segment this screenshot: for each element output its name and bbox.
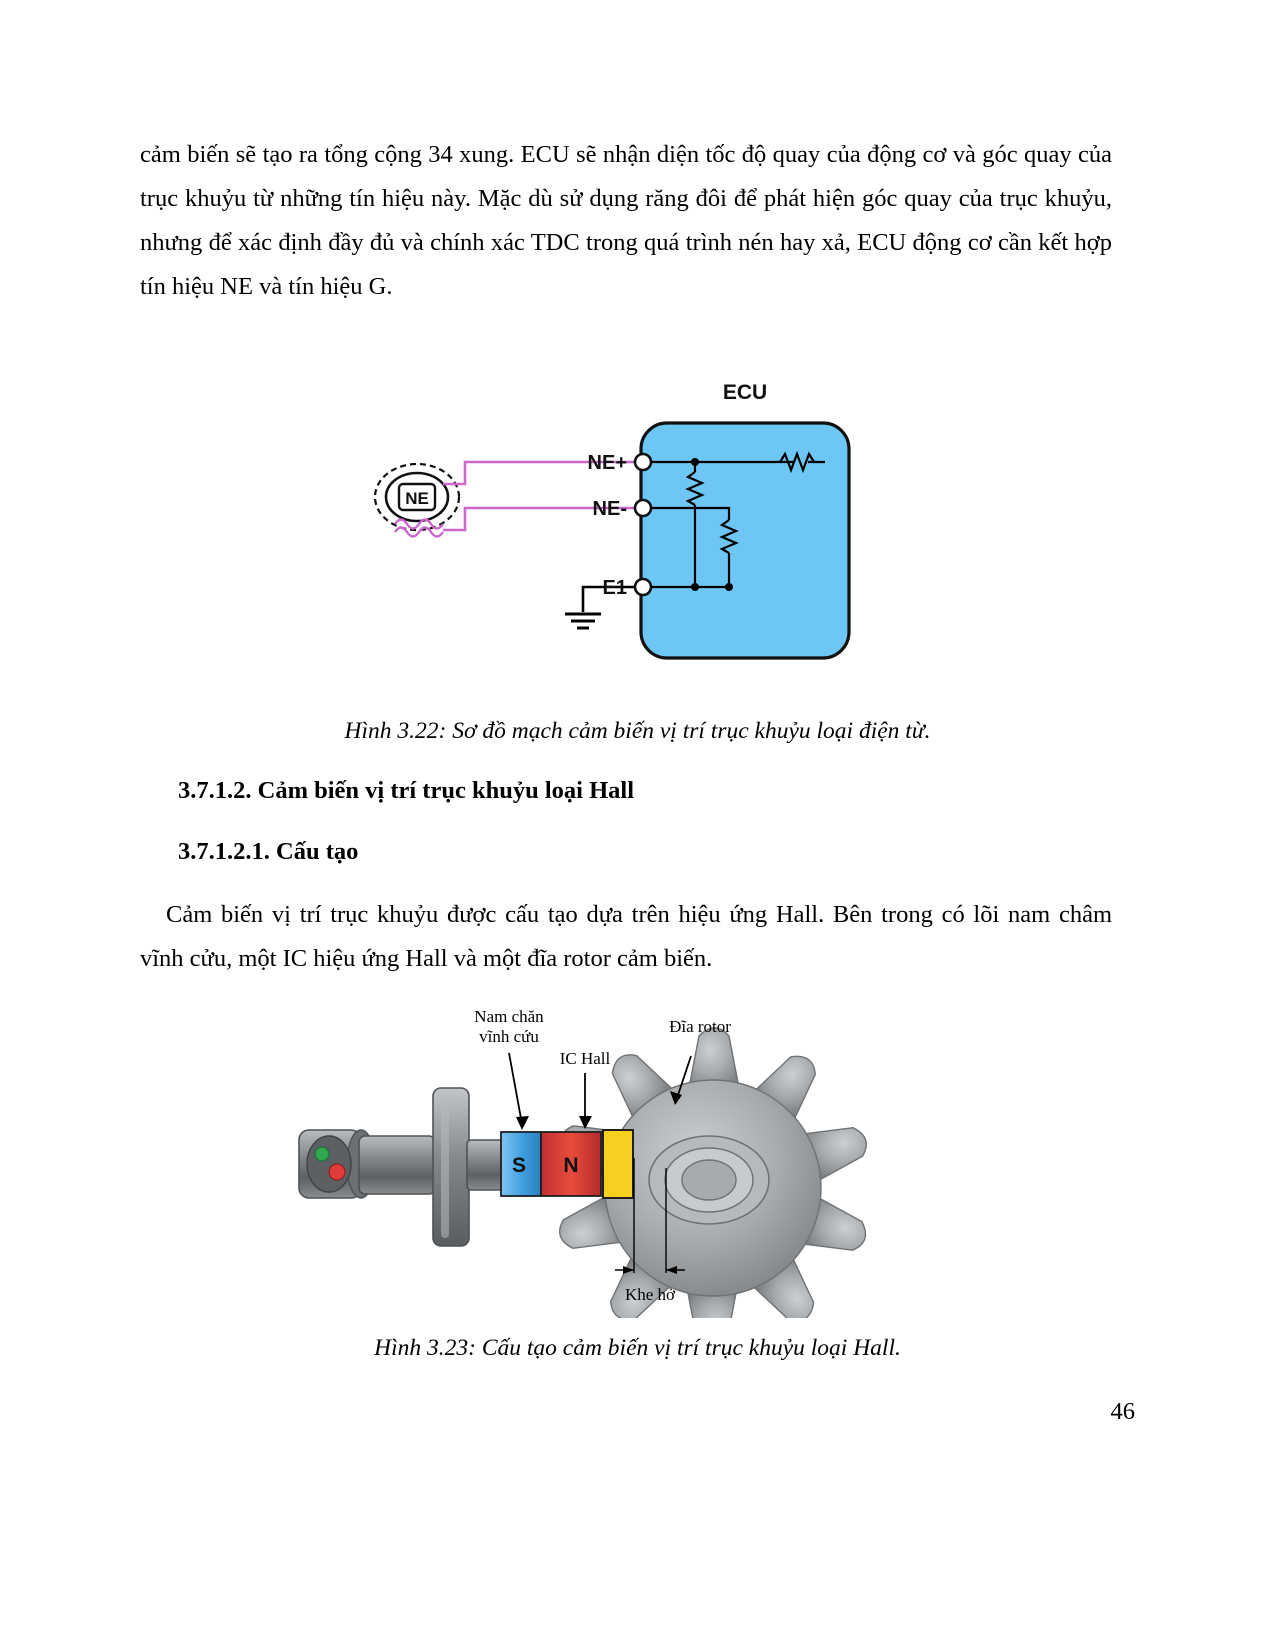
heading-3-7-1-2: 3.7.1.2. Cảm biến vị trí trục khuỷu loại Hall: [178, 777, 635, 804]
caption-figure-3-22: Hình 3.22: Sơ đồ mạch cảm biến vị trí trục khuỷu loại điện từ.: [344, 718, 931, 744]
label-e1: E1: [602, 577, 627, 599]
terminal-ne-plus: [635, 454, 651, 470]
paragraph-2: [140, 893, 1112, 981]
label-gap: Khe hở: [624, 1285, 676, 1304]
label-ic-hall: IC Hall: [559, 1049, 611, 1068]
label-magnet-line1: Nam chăn: [474, 1007, 544, 1026]
label-pole-s: S: [511, 1154, 527, 1177]
ic-hall-block: [603, 1130, 633, 1198]
ground-symbol: [565, 614, 601, 628]
ne-sensor-icon: [375, 464, 459, 537]
label-ne-minus: NE-: [592, 498, 627, 520]
arrow-magnet: [516, 1116, 529, 1130]
terminal-ne-minus: [635, 500, 651, 516]
label-pole-n: N: [563, 1154, 579, 1177]
ecu-box: [641, 423, 849, 658]
connector-pin-green: [315, 1147, 329, 1161]
label-ne-plus: NE+: [587, 452, 627, 474]
sensor-neck: [467, 1140, 503, 1190]
paragraph-2-text: Cảm biến vị trí trục khuỷu được cấu tạo dựa trên hiệu ứng Hall. Bên trong có lõi nam châm vĩnh cửu, một IC hiệu ứng Hall và một đĩa rotor cảm biến.: [140, 901, 1112, 972]
label-rotor: Đĩa rotor: [669, 1017, 731, 1036]
sensor-flange: [433, 1088, 469, 1246]
caption-figure-3-23: Hình 3.23: Cấu tạo cảm biến vị trí trục khuỷu loại Hall.: [374, 1335, 901, 1361]
page-number: 46: [1110, 1398, 1135, 1425]
connector-pin-red: [329, 1164, 345, 1180]
terminal-e1: [635, 579, 651, 595]
heading-3-7-1-2-1: 3.7.1.2.1. Cấu tạo: [178, 838, 359, 865]
sensor-barrel: [359, 1136, 435, 1194]
paragraph-1: cảm biến sẽ tạo ra tổng cộng 34 xung. ECU sẽ nhận diện tốc độ quay của động cơ và góc quay của trục khuỷu từ những tín hiệu này. Mặc dù sử dụng răng đôi để phát hiện góc quay của trục khuỷu, nhưng để xác định đầy đủ và chính xác TDC trong quá trình nén hay xả, ECU động cơ cần kết hợp tín hiệu NE và tín hiệu G.: [140, 141, 1112, 300]
figure-3-22: [355, 380, 895, 680]
ecu-label: ECU: [722, 381, 768, 404]
sensor-label: NE: [405, 489, 429, 508]
label-magnet-line2: vĩnh cứu: [479, 1027, 539, 1046]
figure-3-23: [285, 998, 975, 1318]
